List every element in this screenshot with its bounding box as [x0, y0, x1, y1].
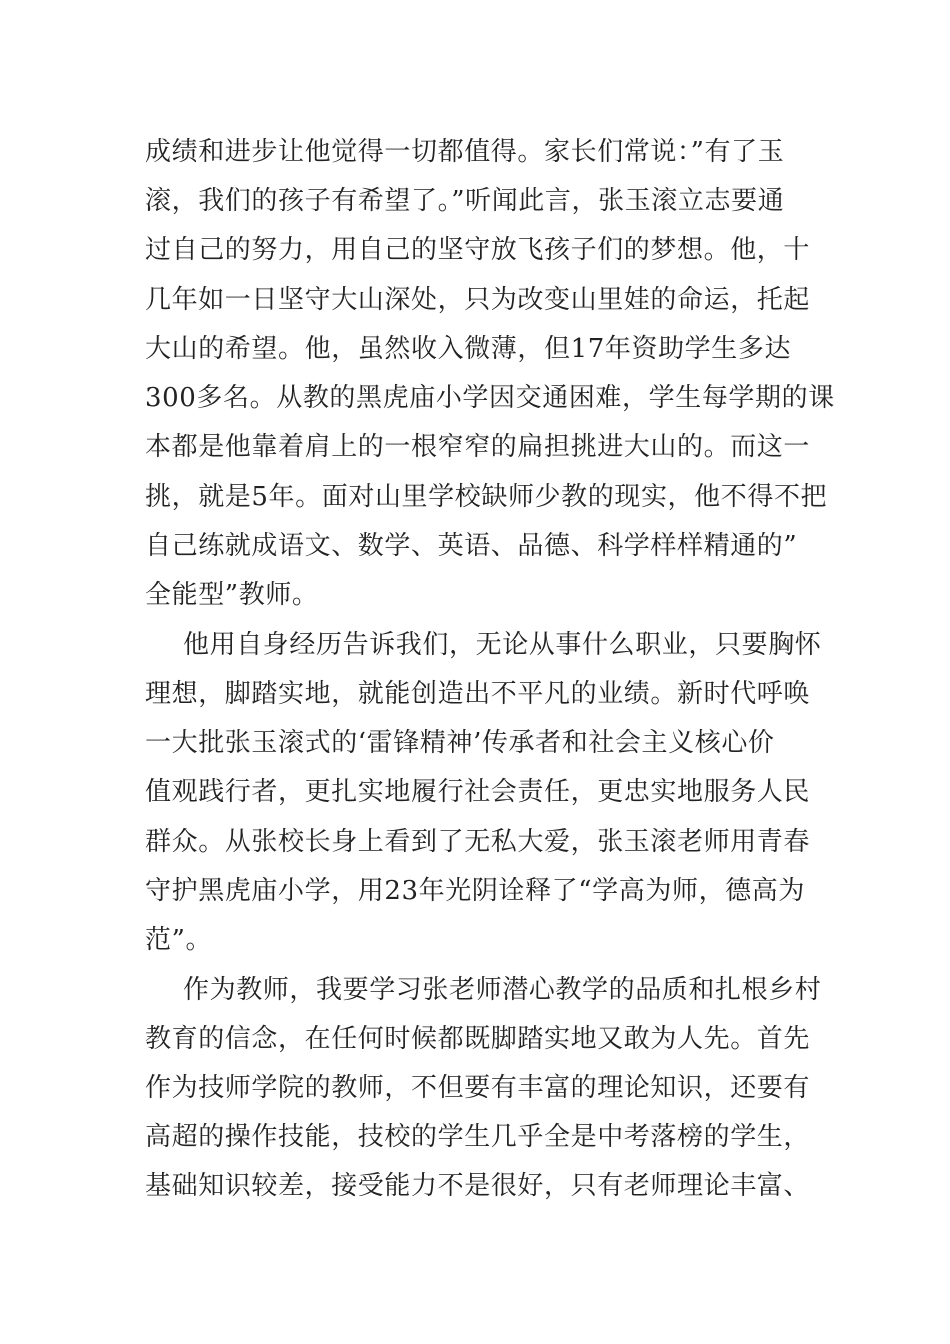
- text-line: 守护黑虎庙小学，用23年光阴诠释了“学高为师，德高为: [145, 876, 805, 906]
- text-line: 大山的希望。他，虽然收入微薄，但17年资助学生多达: [145, 334, 792, 364]
- text-line: 本都是他靠着肩上的一根窄窄的扁担挑进大山的。而这一: [145, 432, 811, 462]
- paragraph-first-line: 作为教师，我要学习张老师潜心教学的品质和扎根乡村: [183, 975, 822, 1005]
- text-line: 群众。从张校长身上看到了无私大爱，张玉滚老师用青春: [145, 827, 811, 857]
- text-line: 基础知识较差，接受能力不是很好，只有老师理论丰富、: [145, 1171, 811, 1201]
- paragraph-first-line: 他用自身经历告诉我们，无论从事什么职业，只要胸怀: [183, 630, 822, 660]
- text-line: 范”。: [145, 925, 213, 955]
- text-line: 成绩和进步让他觉得一切都值得。家长们常说：”有了玉: [145, 137, 785, 167]
- text-line: 理想，脚踏实地，就能创造出不平凡的业绩。新时代呼唤: [145, 679, 811, 709]
- text-line: 300多名。从教的黑虎庙小学因交通困难，学生每学期的课: [145, 383, 835, 413]
- text-line: 过自己的努力，用自己的坚守放飞孩子们的梦想。他，十: [145, 235, 811, 265]
- text-line: 高超的操作技能，技校的学生几乎全是中考落榜的学生，: [145, 1122, 811, 1152]
- text-line: 几年如一日坚守大山深处，只为改变山里娃的命运，托起: [145, 285, 811, 315]
- text-line: 全能型”教师。: [145, 580, 319, 610]
- text-line: 值观践行者，更扎实地履行社会责任，更忠实地服务人民: [145, 777, 811, 807]
- text-line: 教育的信念，在任何时候都既脚踏实地又敢为人先。首先: [145, 1024, 811, 1054]
- text-line: 挑，就是5年。面对山里学校缺师少教的现实，他不得不把: [145, 482, 828, 512]
- text-line: 一大批张玉滚式的‘雷锋精神’传承者和社会主义核心价: [145, 728, 775, 758]
- text-line: 作为技师学院的教师，不但要有丰富的理论知识，还要有: [145, 1073, 811, 1103]
- text-line: 滚，我们的孩子有希望了。”听闻此言，张玉滚立志要通: [145, 186, 785, 216]
- text-line: 自己练就成语文、数学、英语、品德、科学样样精通的”: [145, 531, 798, 561]
